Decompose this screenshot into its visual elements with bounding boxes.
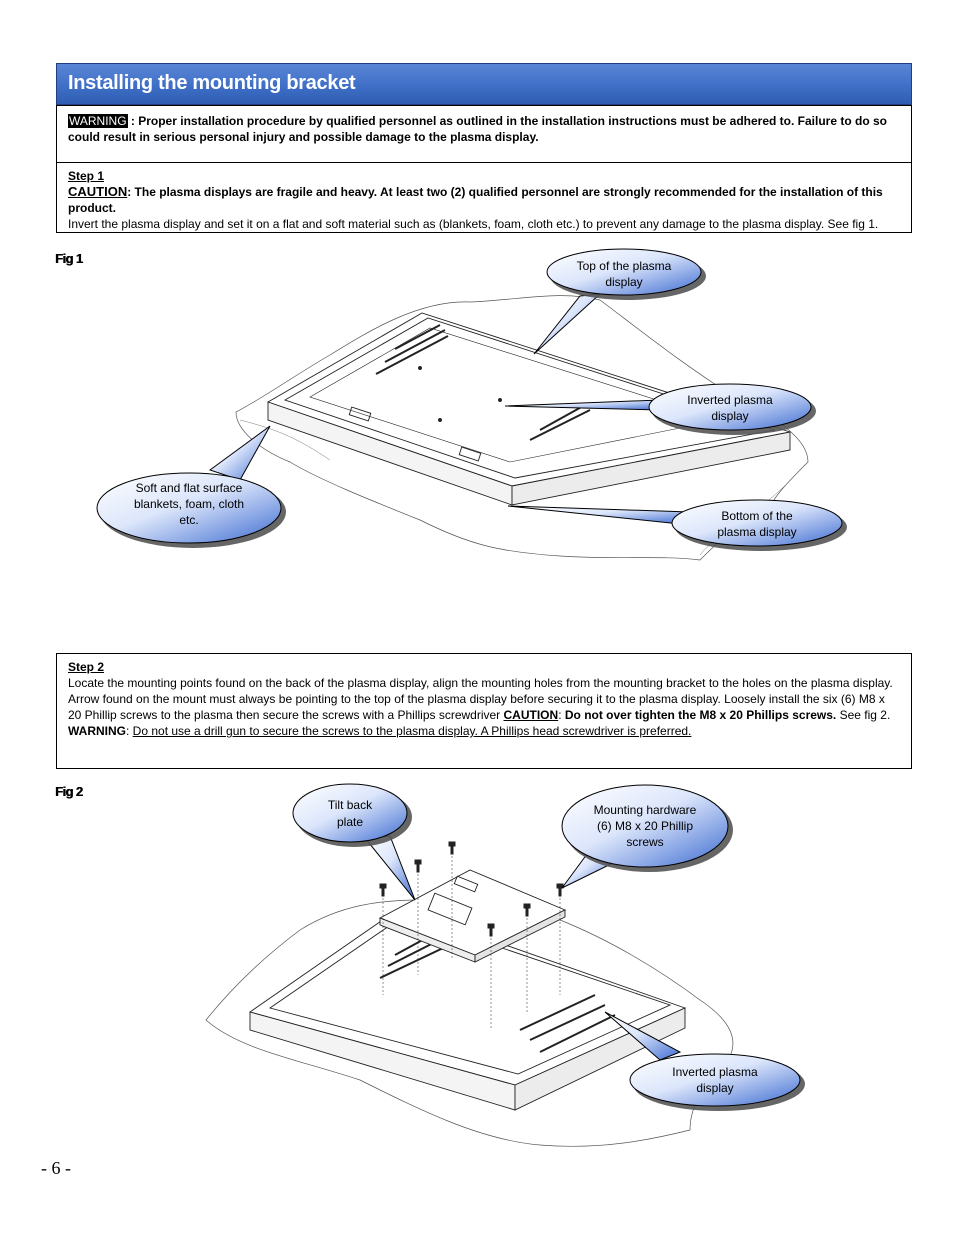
step2-box [56,653,912,769]
step2-label: Step 2 [68,660,105,674]
step2-body-text: Locate the mounting points found on the back of the plasma display, align the mounting holes from the mounting bracket to the holes on the plasma display. Arrow found on the mount must always be pointing to the top of the plasma display before securing it to the plasma display. Loosely install the six (6) M8 x 20 Phillip screws to the plasma then secure the screws with a Phillips screwdriver [68,676,893,722]
section-title: Installing the mounting bracket [68,72,356,94]
step1-label: Step 1 [68,169,105,183]
warning-tag: WARNING [69,114,127,128]
step2-caution-word: CAUTION [503,708,559,722]
step1-caution-word: CAUTION [68,184,128,199]
step2-body [68,675,901,723]
callout-inverted2-text: Inverted plasma display [672,1065,758,1095]
warning-text: : Proper installation procedure by qualified personnel as outlined in the installation instructions must be adhered to. Failure to do so could result in serious personal injury and possible damage to the plasma display. [68,114,887,144]
callout-bottom-text: Bottom of the plasma display [717,509,797,539]
step2-warning-text: Do not use a drill gun to secure the screws to the plasma display. A Phillips head screwdriver is preferred. [132,724,692,738]
step1-caution-line [68,184,901,216]
step1-box [56,162,912,233]
step2-caution-colon: : [558,708,565,722]
warning-box [56,105,912,163]
callout-hardware-text: Mounting hardware (6) M8 x 20 Phillip screws [593,803,697,849]
fig2-label: Fig 2 [55,784,83,799]
step1-caution-text: : The plasma displays are fragile and heavy. At least two (2) qualified personnel are strongly recommended for the installation of this product. [68,185,883,215]
section-header [56,63,912,105]
fig2-illustration [0,780,954,1160]
step1-body: Invert the plasma display and set it on a flat and soft material such as (blankets, foam, cloth etc.) to prevent any damage to the plasma display. See fig 1. [68,217,879,231]
callout-tilt-text: Tilt back plate [327,798,373,829]
step2-warning-word: WARNING [68,724,126,738]
step2-see-fig: See fig 2. [836,708,891,722]
step2-warning-line [68,723,901,739]
page-number: - 6 - [41,1158,71,1178]
step2-warning-colon: : [126,724,133,738]
fig1-label: Fig 1 [55,251,83,266]
callout-top-text: Top of the plasma display [576,259,672,289]
step2-caution-text: Do not over tighten the M8 x 20 Phillips screws. [564,708,837,722]
callout-soft-text: Soft and flat surface blankets, foam, cloth etc. [133,481,245,527]
callout-inverted-text: Inverted plasma display [687,393,773,423]
